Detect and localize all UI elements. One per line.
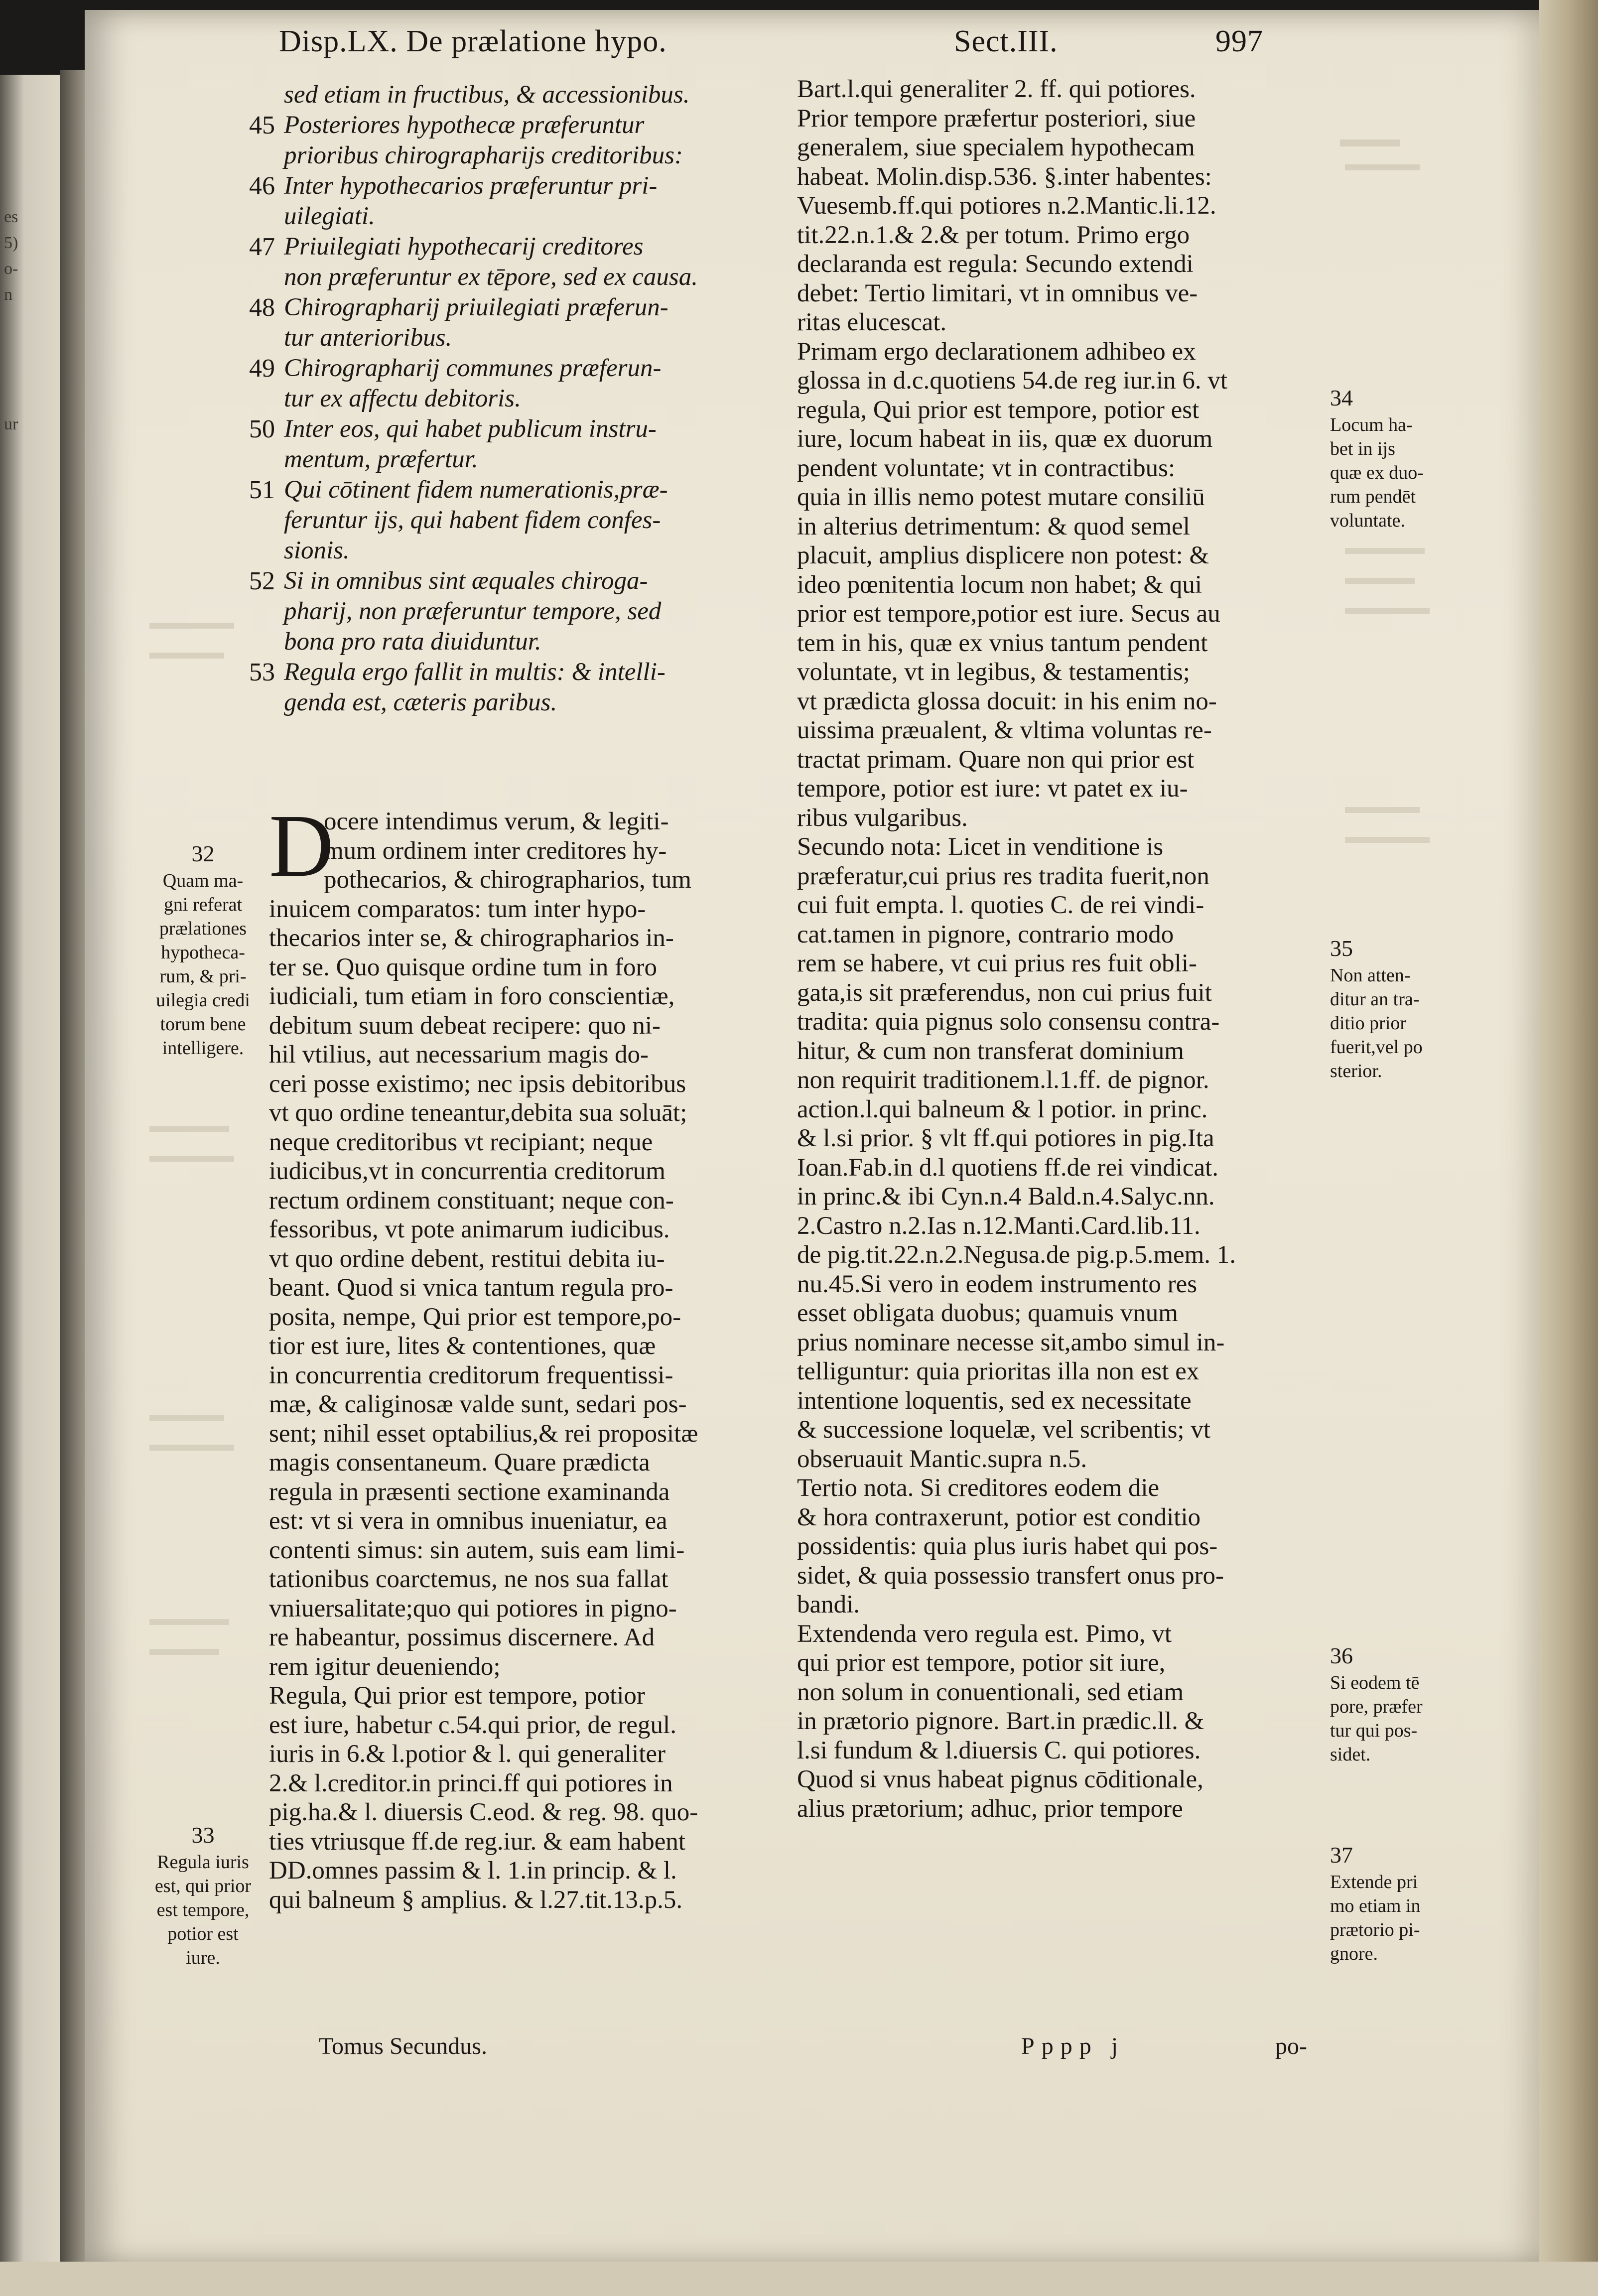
- summary-text: Chirographarij communes præferun-: [284, 354, 662, 382]
- text-line: rem se habere, vt cui prius res fuit obli-: [797, 949, 1198, 977]
- text-line: re habeantur, possimus discernere. Ad: [269, 1623, 655, 1651]
- margin-note-number: 35: [1330, 936, 1353, 961]
- text-line: uissima præualent, & vltima voluntas re-: [797, 716, 1212, 744]
- text-line: iudiciali, tum etiam in foro conscientiæ,: [269, 982, 675, 1010]
- summary-text: Regula ergo fallit in multis: & intelli-: [284, 658, 666, 686]
- text-line: debet: Tertio limitari, vt in omnibus ve-: [797, 279, 1198, 307]
- left-page-fragment: [4, 386, 44, 411]
- catchword-volume: Tomus Secundus.: [319, 2033, 487, 2059]
- summary-text: genda est, cæteris paribus.: [284, 688, 557, 716]
- text-line: glossa in d.c.quotiens 54.de reg iur.in 6. vt: [797, 367, 1228, 395]
- text-line: possidentis: quia plus iuris habet qui pos-: [797, 1532, 1218, 1560]
- text-line: Ioan.Fab.in d.l quotiens ff.de rei vindicat.: [797, 1153, 1219, 1182]
- text-line: nu.45.Si vero in eodem instrumento res: [797, 1270, 1198, 1298]
- page-fore-edge: [1539, 0, 1598, 2296]
- text-line: posita, nempe, Qui prior est tempore,po-: [269, 1303, 681, 1331]
- left-page-fragment: [4, 308, 44, 334]
- text-line: Secundo nota: Licet in venditione is: [797, 833, 1164, 861]
- summary-text: pharij, non præferuntur tempore, sed: [284, 597, 662, 625]
- text-line: ribus vulgaribus.: [797, 804, 968, 832]
- summary-text: Inter eos, qui habet publicum instru-: [284, 415, 657, 443]
- text-line: ritas elucescat.: [797, 308, 947, 336]
- left-page-fragment: n: [4, 285, 12, 304]
- text-line: vniuersalitate;quo qui potiores in pigno-: [269, 1594, 677, 1622]
- summary-line: [249, 140, 790, 171]
- text-line: 2.Castro n.2.Ias n.12.Manti.Card.lib.11.: [797, 1212, 1200, 1240]
- text-line: 2.& l.creditor.in princi.ff qui potiores in: [269, 1769, 673, 1797]
- text-line: pig.ha.& l. diuersis C.eod. & reg. 98. quo-: [269, 1798, 698, 1826]
- text-line: placuit, amplius displicere non potest: &: [797, 541, 1209, 569]
- text-line: tit.22.n.1.& 2.& per totum. Primo ergo: [797, 221, 1190, 249]
- text-line: ideo pœnitentia locum non habet; & qui: [797, 570, 1202, 599]
- margin-note-text: Extende pri mo etiam in prætorio pi- gnore.: [1330, 1872, 1421, 1964]
- text-line: Vuesemb.ff.qui potiores n.2.Mantic.li.12.: [797, 192, 1216, 220]
- text-line: Quod si vnus habeat pignus cōditionale,: [797, 1765, 1203, 1793]
- text-line: iure, locum habeat in iis, quæ ex duorum: [797, 425, 1213, 453]
- summary-text: Chirographarij priuilegiati præferun-: [284, 293, 668, 321]
- left-page-fragment: 5): [4, 234, 18, 252]
- text-line: hil vtilius, aut necessarium magis do-: [269, 1041, 649, 1069]
- folio-number: 997: [1215, 24, 1263, 58]
- left-page-fragments: [4, 204, 44, 437]
- left-page-fragment: es: [4, 208, 18, 226]
- summary-line: [249, 657, 790, 687]
- margin-note-number: 34: [1330, 385, 1353, 410]
- summary-number: 48: [249, 293, 275, 322]
- drop-cap: D: [269, 796, 334, 895]
- text-line: iudicibus,vt in concurrentia creditorum: [269, 1157, 666, 1185]
- text-line: est iure, habetur c.54.qui prior, de regul.: [269, 1711, 676, 1739]
- text-line: neque creditoribus vt recipiant; neque: [269, 1128, 653, 1156]
- text-line: alius prætorium; adhuc, prior tempore: [797, 1794, 1183, 1823]
- margin-note-number: 33: [191, 1822, 215, 1848]
- margin-note-number: 37: [1330, 1842, 1353, 1868]
- left-page-fragment: [4, 334, 44, 360]
- text-line: fessoribus, vt pote animarum iudicibus.: [269, 1216, 670, 1243]
- scan-bottom-strip: [0, 2262, 1598, 2296]
- text-line: pendent voluntate; vt in contractibus:: [797, 454, 1176, 482]
- summary-number: 49: [249, 354, 275, 383]
- text-line: quia in illis nemo potest mutare consiliū: [797, 483, 1205, 511]
- text-line: rem igitur deueniendo;: [269, 1652, 501, 1681]
- text-line: sent; nihil esset optabilius,& rei propositæ: [269, 1419, 698, 1448]
- text-line: l.si fundum & l.diuersis C. qui potiores.: [797, 1736, 1201, 1764]
- margin-note-text: Quam ma- gni referat prælationes hypotheca- rum, & pri- uilegia credi torum bene intelligere.: [156, 870, 250, 1059]
- text-line: tationibus coarctemus, ne nos sua fallat: [269, 1565, 668, 1593]
- text-line: iuris in 6.& l.potior & l. qui generaliter: [269, 1740, 666, 1768]
- summary-line: [249, 292, 790, 323]
- summary-text: non præferuntur ex tēpore, sed ex causa.: [284, 263, 698, 291]
- margin-note-33: [149, 1823, 257, 1970]
- margin-note-text: Regula iuris est, qui prior est tempore, potior est iure.: [154, 1852, 252, 1968]
- summary-text: feruntur ijs, qui habent fidem confes-: [284, 506, 661, 534]
- catchword-next: po-: [1275, 2033, 1307, 2059]
- text-line: tem in his, quæ ex vnius tantum pendent: [797, 629, 1208, 657]
- text-line: beant. Quod si vnica tantum regula pro-: [269, 1274, 673, 1302]
- text-line: & l.si prior. § vlt ff.qui potiores in pig.Ita: [797, 1124, 1214, 1152]
- summary-text: sed etiam in fructibus, & accessionibus.: [284, 81, 690, 109]
- summary-line: [249, 262, 790, 292]
- summary-line: [249, 353, 790, 384]
- text-line: præferatur,cui prius res tradita fuerit,non: [797, 862, 1209, 890]
- margin-note-number: 36: [1330, 1643, 1353, 1668]
- summary-number: 46: [249, 172, 275, 200]
- text-line: Tertio nota. Si creditores eodem die: [797, 1474, 1160, 1502]
- margin-note-37: [1330, 1843, 1479, 1966]
- text-line: in prætorio pignore. Bart.in prædic.ll. &: [797, 1707, 1204, 1735]
- text-line: qui prior est tempore, potior sit iure,: [797, 1649, 1166, 1677]
- text-line: contenti simus: sin autem, suis eam limi-: [269, 1536, 685, 1564]
- running-head-section: Sect.III.: [954, 24, 1058, 58]
- left-page-edge: [0, 75, 60, 2262]
- text-line: inuicem comparatos: tum inter hypo-: [269, 895, 646, 923]
- text-line: non solum in conuentionali, sed etiam: [797, 1678, 1184, 1706]
- margin-note-36: [1330, 1644, 1479, 1766]
- left-page-fragment: o-: [4, 260, 18, 278]
- text-line: Bart.l.qui generaliter 2. ff. qui potiores.: [797, 75, 1196, 103]
- summary-line: [249, 201, 790, 232]
- margin-note-35: [1330, 937, 1479, 1083]
- text-line: regula, Qui prior est tempore, potior est: [797, 396, 1199, 424]
- text-line: hitur, & cum non transferat dominium: [797, 1037, 1184, 1065]
- summary-text: prioribus chirographarijs creditoribus:: [284, 141, 683, 169]
- summary-line: [249, 171, 790, 201]
- margin-note-text: Locum ha- bet in ijs quæ ex duo- rum pendēt voluntate.: [1330, 414, 1424, 531]
- summary-number: 53: [249, 658, 275, 686]
- summary-line: [249, 687, 790, 718]
- summary-line: [249, 232, 790, 262]
- summary-text: bona pro rata diuiduntur.: [284, 628, 541, 656]
- section-summary: [249, 80, 790, 718]
- text-line: voluntate, vt in legibus, & testamentis;: [797, 658, 1190, 686]
- text-line: qui balneum § amplius. & l.27.tit.13.p.5.: [269, 1886, 683, 1914]
- margin-note-34: [1330, 386, 1479, 533]
- summary-line: [249, 444, 790, 475]
- summary-number: 50: [249, 415, 275, 443]
- right-column: [797, 75, 1328, 1823]
- text-line: action.l.qui balneum & l potior. in princ.: [797, 1095, 1208, 1123]
- summary-number: 47: [249, 233, 275, 261]
- text-line: habeat. Molin.disp.536. §.inter habentes:: [797, 162, 1212, 191]
- margin-note-number: 32: [191, 841, 215, 866]
- summary-text: uilegiati.: [284, 202, 375, 230]
- text-line: tractat primam. Quare non qui prior est: [797, 745, 1195, 774]
- margin-note-32: [149, 842, 257, 1060]
- text-line: tempore, potior est iure: vt patet ex iu-: [797, 775, 1188, 803]
- text-line: mæ, & caliginosæ valde sunt, sedari pos-: [269, 1390, 687, 1418]
- margin-note-text: Si eodem tē pore, præfer tur qui pos- sidet.: [1330, 1672, 1423, 1765]
- text-line: & successione loquelæ, vel scribentis; vt: [797, 1416, 1211, 1444]
- text-line: esset obligata duobus; quamuis vnum: [797, 1299, 1178, 1327]
- text-line: DD.omnes passim & l. 1.in princip. & l.: [269, 1857, 677, 1885]
- summary-line: [249, 80, 790, 110]
- text-line: rectum ordinem constituant; neque con-: [269, 1186, 674, 1215]
- left-page-fragment: ur: [4, 415, 18, 433]
- text-line: in concurrentia creditorum frequentissi-: [269, 1361, 673, 1389]
- left-page-fragment: [4, 360, 44, 386]
- summary-text: sionis.: [284, 537, 350, 564]
- summary-line: [249, 505, 790, 536]
- text-line: vt quo ordine teneantur,debita sua soluāt;: [269, 1099, 687, 1127]
- text-line: sidet, & quia possessio transfert onus pro-: [797, 1561, 1224, 1590]
- text-line: & hora contraxerunt, potior est conditio: [797, 1503, 1201, 1531]
- text-line: pothecarios, & chirographarios, tum: [324, 866, 691, 894]
- summary-line: [249, 384, 790, 414]
- text-line: ocere intendimus verum, & legiti-: [324, 808, 669, 835]
- summary-number: 52: [249, 567, 275, 595]
- summary-line: [249, 110, 790, 140]
- text-line: prior est tempore,potior est iure. Secus au: [797, 600, 1220, 628]
- text-line: Extendenda vero regula est. Pimo, vt: [797, 1620, 1172, 1648]
- summary-text: tur ex affectu debitoris.: [284, 385, 521, 412]
- summary-text: tur anterioribus.: [284, 324, 452, 352]
- text-line: est: vt si vera in omnibus inueniatur, ea: [269, 1507, 667, 1535]
- text-line: cat.tamen in pignore, contrario modo: [797, 920, 1174, 948]
- text-line: thecarios inter se, & chirographarios in-: [269, 924, 674, 952]
- text-line: obseruauit Mantic.supra n.5.: [797, 1445, 1087, 1473]
- text-line: vt quo ordine debent, restitui debita iu-: [269, 1244, 665, 1273]
- text-line: Prior tempore præfertur posteriori, siue: [797, 104, 1196, 133]
- summary-line: [249, 627, 790, 657]
- text-line: telliguntur: quia prioritas illa non est ex: [797, 1357, 1199, 1385]
- text-line: Primam ergo declarationem adhibeo ex: [797, 337, 1196, 366]
- summary-text: Qui cōtinent fidem numerationis,præ-: [284, 476, 668, 504]
- text-line: ter se. Quo quisque ordine tum in foro: [269, 953, 658, 981]
- text-line: gata,is sit præferendus, non cui prius fuit: [797, 978, 1212, 1007]
- summary-text: Priuilegiati hypothecarij creditores: [284, 233, 644, 261]
- summary-line: [249, 596, 790, 627]
- summary-line: [249, 536, 790, 566]
- text-line: ties vtriusque ff.de reg.iur. & eam habent: [269, 1827, 686, 1856]
- text-line: de pig.tit.22.n.2.Negusa.de pig.p.5.mem. 1.: [797, 1241, 1236, 1269]
- margin-note-text: Non atten- ditur an tra- ditio prior fuerit,vel po sterior.: [1330, 965, 1423, 1081]
- text-line: magis consentaneum. Quare prædicta: [269, 1449, 650, 1477]
- text-line: intentione loquentis, sed ex necessitate: [797, 1386, 1192, 1415]
- summary-text: Inter hypothecarios præferuntur pri-: [284, 172, 658, 200]
- summary-number: 45: [249, 111, 275, 139]
- text-line: Regula, Qui prior est tempore, potior: [269, 1682, 645, 1710]
- text-line: declaranda est regula: Secundo extendi: [797, 250, 1194, 278]
- summary-text: Si in omnibus sint æquales chiroga-: [284, 567, 648, 595]
- summary-number: 51: [249, 476, 275, 504]
- signature-mark: Pppp j: [1021, 2033, 1125, 2059]
- text-line: cui fuit empta. l. quoties C. de rei vindi-: [797, 891, 1204, 919]
- text-line: tradita: quia pignus solo consensu contra-: [797, 1008, 1220, 1036]
- summary-line: [249, 566, 790, 596]
- text-line: mum ordinem inter creditores hy-: [324, 836, 667, 865]
- summary-text: Posteriores hypothecæ præferuntur: [284, 111, 645, 139]
- summary-line: [249, 323, 790, 353]
- text-line: regula in præsenti sectione examinanda: [269, 1478, 670, 1506]
- text-line: in alterius detrimentum: & quod semel: [797, 512, 1190, 540]
- running-head-title: Disp.LX. De prælatione hypo.: [279, 24, 667, 58]
- summary-line: [249, 414, 790, 444]
- text-line: tior est iure, lites & contentiones, quæ: [269, 1332, 656, 1360]
- text-line: in princ.& ibi Cyn.n.4 Bald.n.4.Salyc.nn.: [797, 1183, 1215, 1211]
- text-line: prius nominare necesse sit,ambo simul in-: [797, 1328, 1225, 1356]
- text-line: vt prædicta glossa docuit: in his enim no-: [797, 687, 1217, 715]
- summary-text: mentum, præfertur.: [284, 445, 478, 473]
- text-line: ceri posse existimo; nec ipsis debitoribus: [269, 1070, 686, 1098]
- summary-line: [249, 475, 790, 505]
- text-line: debitum suum debeat recipere: quo ni-: [269, 1011, 661, 1040]
- text-line: bandi.: [797, 1591, 860, 1619]
- left-column: [269, 807, 785, 1914]
- text-line: generalem, siue specialem hypothecam: [797, 134, 1195, 161]
- text-line: non requirit traditionem.l.1.ff. de pignor.: [797, 1066, 1209, 1094]
